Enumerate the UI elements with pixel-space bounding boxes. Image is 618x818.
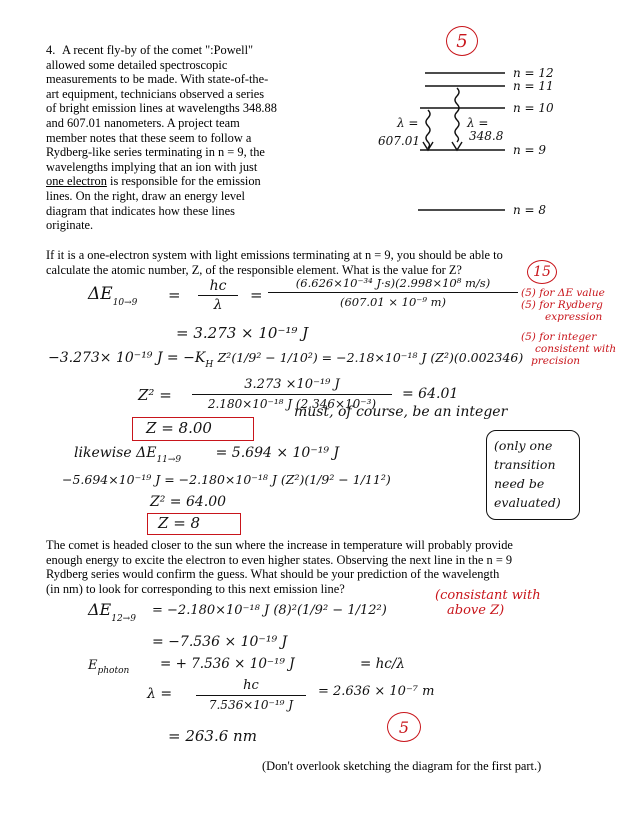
problem-line: member notes that these seem to follow a [46, 130, 252, 145]
problem-number: 4. [46, 43, 56, 57]
problem-line: art equipment, technicians observed a series [46, 86, 265, 101]
frac-bar [192, 394, 392, 395]
problem-line: wavelengths implying that an ion with just [46, 159, 258, 174]
arrow-head-10-9 [423, 142, 433, 150]
likewise-label: likewise ΔE [74, 445, 157, 461]
note-box-text [494, 436, 561, 512]
p3-eq1-lhs [88, 600, 136, 624]
frac-den: λ [213, 297, 223, 313]
level-label-8: n = 8 [513, 203, 547, 217]
eq1-value-fraction [268, 276, 518, 309]
eq3-left: −3.273× 10⁻¹⁹ J = −K [48, 350, 206, 366]
transition-arrow-11-9 [455, 88, 459, 142]
lambda-left-value: 607.01 [378, 134, 420, 148]
delta-e: ΔE [88, 600, 112, 619]
eq3-lhs [48, 350, 523, 370]
part2-line: If it is a one-electron system with light emissions terminating at n = 9, you should be able to [46, 248, 503, 262]
frac-num: 3.273 ×10⁻¹⁹ J [244, 377, 340, 392]
frac-den: 2.180×10⁻¹⁸ J (2.346×10⁻³) [207, 397, 377, 411]
rubric-line: consistent with [535, 343, 617, 355]
part3-line: enough energy to excite the electron to even higher states. Observing the next line in the n = 9 [46, 552, 513, 567]
p3-eq3: = + 7.536 × 10⁻¹⁹ J [160, 656, 295, 672]
part3-line: The comet is headed closer to the sun where the increase in temperature will probably provide [46, 538, 513, 552]
frac-num: hc [243, 678, 259, 693]
p3-eq3-rhs: = hc/λ [360, 656, 405, 672]
arrow-head-11-9 [452, 142, 462, 150]
eq6: Z² = 64.00 [150, 494, 227, 510]
eq1-lhs [88, 284, 137, 308]
consistent-line: above Z) [447, 603, 505, 618]
consistent-note [435, 588, 541, 618]
eq4-lhs: Z² = [138, 386, 172, 404]
likewise-value: = 5.694 × 10⁻¹⁹ J [215, 445, 340, 461]
likewise-line [74, 445, 339, 465]
p3-eq4-fraction [196, 678, 306, 712]
p3-eq4-result: = 2.636 × 10⁻⁷ m [318, 684, 435, 699]
p3-eq5: = 263.6 nm [168, 727, 257, 745]
lambda-left-label: λ = [397, 116, 419, 130]
problem-line: of bright emission lines at wavelengths 348.88 [46, 101, 277, 116]
rubric-line: (5) for Rydberg [521, 299, 603, 311]
p3-eq3-lhs [88, 658, 129, 676]
rubric-note [521, 287, 616, 367]
problem-line: and 607.01 nanometers. A project team [46, 115, 240, 130]
eq5: −5.694×10⁻¹⁹ J = −2.180×10⁻¹⁸ J (Z²)(1/9² − 1/11²) [62, 472, 391, 487]
score-circle-part3: 5 [387, 712, 421, 742]
eq4-result: = 64.01 [402, 386, 459, 402]
eq1-eq2: = [250, 286, 263, 304]
lambda-right-value: 348.8 [469, 129, 504, 143]
eq2: = 3.273 × 10⁻¹⁹ J [176, 324, 309, 342]
subscript: 11→9 [156, 455, 182, 465]
underlined-phrase: one electron [46, 174, 107, 189]
eq1-eq: = [168, 286, 181, 304]
score-circle-problem: 5 [446, 26, 478, 56]
frac-bar [268, 292, 518, 293]
note-line: transition [494, 457, 556, 472]
subscript: photon [97, 666, 130, 676]
p3-eq2: = −7.536 × 10⁻¹⁹ J [152, 634, 288, 650]
delta-e: ΔE [88, 284, 113, 304]
note-line: evaluated) [494, 495, 561, 510]
note-line: (only one [494, 438, 553, 453]
footer-note: (Don't overlook sketching the diagram for the first part.) [262, 759, 542, 773]
rubric-line: (5) for integer [521, 331, 597, 343]
eq1-hc-fraction [198, 278, 238, 313]
problem-line: Rydberg-like series terminating in n = 9, the [46, 145, 265, 160]
answer-z2: Z = 8 [158, 514, 201, 532]
frac-bar [198, 295, 238, 296]
problem-line: A recent fly-by of the comet ":Powell" [62, 43, 254, 57]
part3-line: (in nm) to look for corresponding to this next emission line? [46, 581, 345, 596]
level-label-12: n = 12 [513, 66, 554, 80]
subscript: H [205, 360, 214, 370]
integer-note: must, of course, be an integer [294, 404, 508, 420]
rubric-line: expression [545, 311, 603, 323]
e-photon: E [88, 658, 98, 673]
rubric-line: precision [531, 355, 581, 367]
rubric-line: (5) for ΔE value [521, 287, 605, 299]
problem-line: allowed some detailed spectroscopic [46, 57, 228, 72]
subscript: 12→9 [111, 614, 136, 624]
transition-arrow-10-9 [426, 110, 430, 148]
problem-line: lines. On the right, draw an energy level [46, 188, 245, 203]
part3-line: Rydberg series would confirm the guess. What should be your prediction of the wavelength [46, 567, 500, 582]
p3-eq4-lhs: λ = [147, 686, 173, 702]
frac-den: (607.01 × 10⁻⁹ m) [339, 295, 447, 309]
note-line: need be [494, 476, 545, 491]
part2-text [46, 248, 566, 277]
problem-line: is responsible for the emission [110, 174, 261, 189]
problem-line: diagram that indicates how these lines [46, 203, 235, 218]
answer-z1: Z = 8.00 [146, 419, 212, 437]
score-circle-part2: 15 [527, 260, 557, 284]
part2-line: calculate the atomic number, Z, of the responsible element. What is the value for Z? [46, 262, 462, 277]
p3-eq1: = −2.180×10⁻¹⁸ J (8)²(1/9² − 1/12²) [152, 603, 387, 618]
frac-num: (6.626×10⁻³⁴ J·s)(2.998×10⁸ m/s) [295, 276, 491, 290]
level-label-11: n = 11 [513, 79, 554, 93]
frac-bar [196, 695, 306, 696]
consistent-line: (consistant with [435, 588, 541, 603]
lambda-right-label: λ = [467, 116, 489, 130]
subscript: 10→9 [112, 298, 138, 308]
level-label-9: n = 9 [513, 143, 547, 157]
level-label-10: n = 10 [513, 101, 554, 115]
frac-num: hc [209, 278, 227, 294]
problem-line: measurements to be made. With state-of-the- [46, 72, 269, 87]
frac-den: 7.536×10⁻¹⁹ J [208, 698, 294, 712]
problem-line: originate. [46, 218, 94, 233]
eq3-rest: Z²(1/9² − 1/10²) = −2.18×10⁻¹⁸ J (Z²)(0.002346) [217, 350, 524, 365]
